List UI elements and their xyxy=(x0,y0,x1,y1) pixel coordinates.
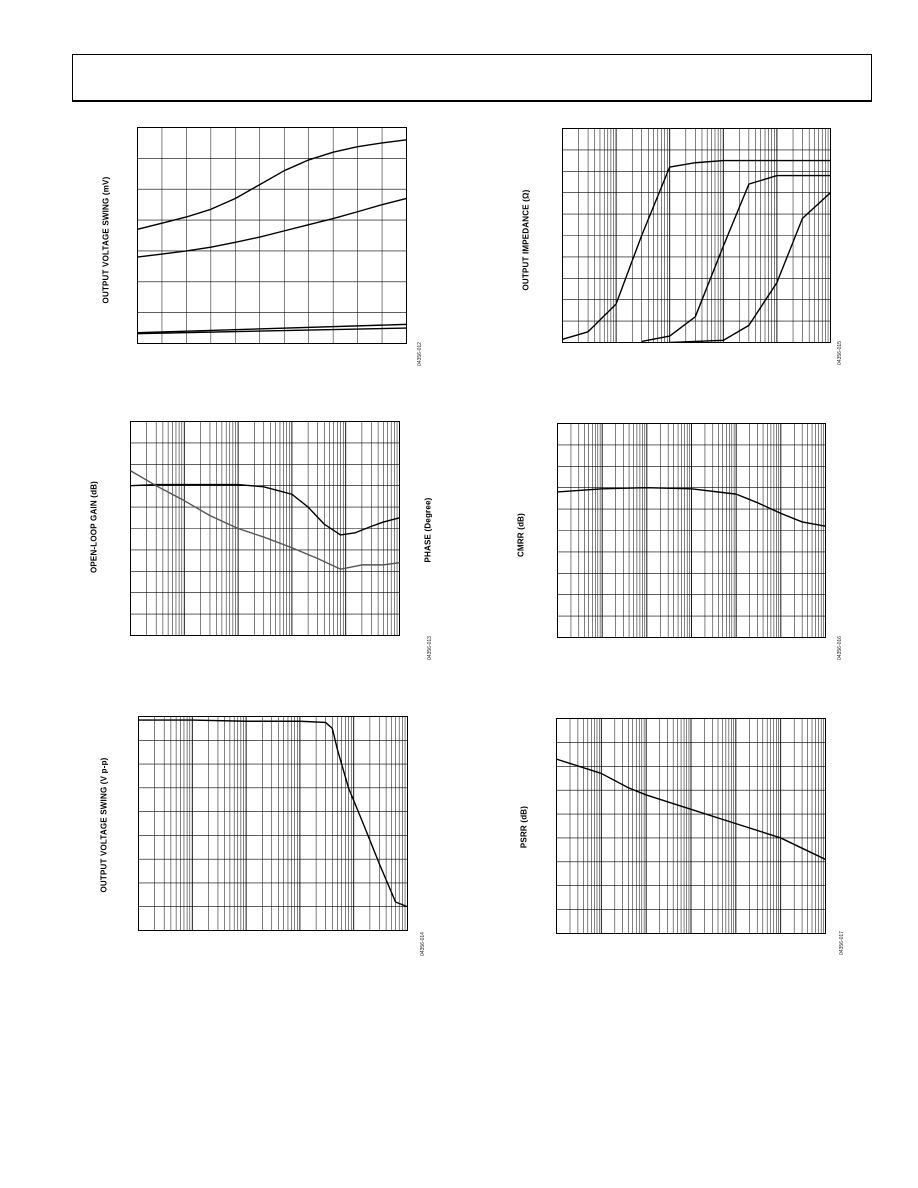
series-line-1 xyxy=(131,485,400,535)
chart2-figure-id: 04356-015 xyxy=(837,341,843,365)
chart5-figure-id: 04356-014 xyxy=(420,932,426,956)
chart-cmrr xyxy=(557,423,826,638)
chart-output-impedance xyxy=(562,128,831,343)
chart6-figure-id: 04356-017 xyxy=(839,931,845,955)
page-header-box xyxy=(72,54,872,102)
plot-frame xyxy=(139,717,408,931)
chart-open-loop-gain xyxy=(130,421,400,636)
chart-psrr xyxy=(556,718,826,934)
chart1-figure-id: 04356-012 xyxy=(417,342,423,366)
chart4-ylabel: CMRR (dB) xyxy=(516,512,526,558)
series-line-2 xyxy=(138,198,407,257)
series-line-1 xyxy=(139,720,408,907)
chart5-ylabel: OUTPUT VOLTAGE SWING (V p-p) xyxy=(99,757,109,893)
chart1-ylabel: OUTPUT VOLTAGE SWING (mV) xyxy=(101,176,111,304)
chart4-figure-id: 04356-016 xyxy=(837,636,843,660)
chart3-y2label: PHASE (Degree) xyxy=(423,497,433,563)
chart-output-voltage-swing-mv xyxy=(137,127,407,344)
chart2-ylabel: OUTPUT IMPEDANCE (Ω) xyxy=(521,189,531,291)
chart3-figure-id: 04356-013 xyxy=(427,636,433,660)
plot-frame xyxy=(138,128,407,344)
series-line-1 xyxy=(138,140,407,229)
chart3-ylabel: OPEN-LOOP GAIN (dB) xyxy=(89,480,99,574)
chart-output-voltage-swing-vpp xyxy=(138,716,408,931)
chart6-ylabel: PSRR (dB) xyxy=(519,805,529,849)
series-line-3 xyxy=(670,193,831,343)
